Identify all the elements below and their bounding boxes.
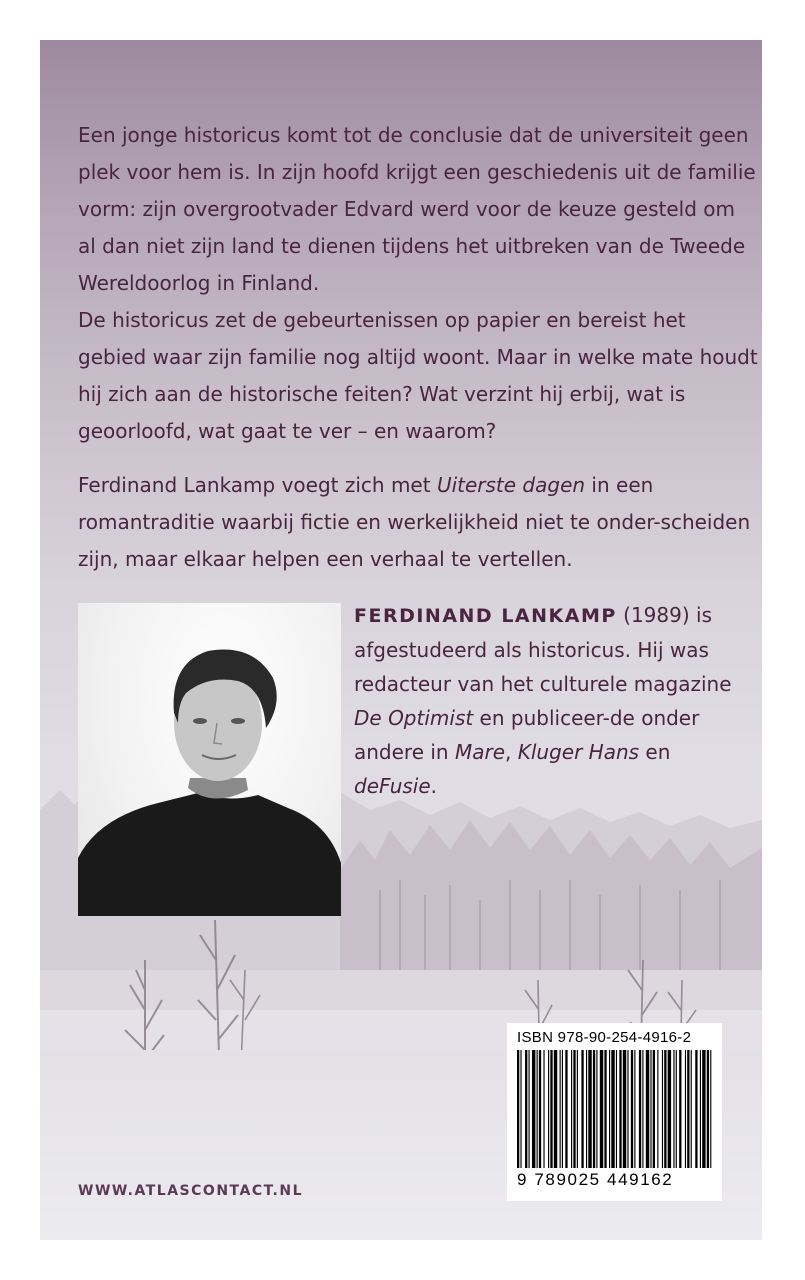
barcode-bar: [581, 1050, 583, 1168]
bio-separator-1: ,: [505, 740, 518, 764]
barcode-bar: [642, 1050, 643, 1168]
bio-text-2: en publiceer-de onder andere in: [354, 706, 700, 764]
barcode-bar: [676, 1050, 677, 1168]
barcode-bar: [673, 1050, 674, 1168]
author-portrait-illustration: [78, 603, 341, 916]
barcode-bar: [609, 1050, 610, 1168]
barcode-bar: [695, 1050, 697, 1168]
blurb-paragraph-1: [78, 117, 758, 450]
barcode-bar: [532, 1050, 535, 1168]
barcode-bar: [634, 1050, 635, 1168]
barcode-bar: [543, 1050, 544, 1168]
barcode-bar: [537, 1050, 538, 1168]
isbn-barcode: [507, 1023, 722, 1201]
bio-separator-2: en: [639, 740, 671, 764]
barcode-bar: [548, 1050, 549, 1168]
barcode-bar: [539, 1050, 541, 1168]
barcode-bar: [627, 1050, 628, 1168]
barcode-bar: [685, 1050, 686, 1168]
barcode-bar: [664, 1050, 666, 1168]
barcode-bar: [577, 1050, 578, 1168]
barcode-bar: [600, 1050, 603, 1168]
barcode-bar: [653, 1050, 655, 1168]
barcode-bar: [631, 1050, 633, 1168]
barcode-bar: [565, 1050, 567, 1168]
barcode-bar: [619, 1050, 621, 1168]
barcode-bar: [604, 1050, 606, 1168]
barcode-bar: [707, 1050, 709, 1168]
blurb-text-1b: De historicus zet de gebeurtenissen op papier en bereist het gebied waar zijn familie nog altijd woont. Maar in welke mate houdt hij zich aan de historische feiten? Wat verzint hij erbij, wat is geoorloofd, wat gaat te ver – en waarom?: [78, 308, 758, 443]
barcode-bar: [662, 1050, 663, 1168]
author-name: FERDINAND LANKAMP: [354, 605, 617, 627]
barcode-bar: [529, 1050, 530, 1168]
author-photo: [78, 603, 341, 916]
barcode-bar: [586, 1050, 587, 1168]
barcode-bar: [573, 1050, 575, 1168]
ean-digits: 9 789025 449162: [517, 1170, 674, 1189]
barcode-bar: [623, 1050, 626, 1168]
barcode-bar: [611, 1050, 614, 1168]
barcode-bar: [554, 1050, 557, 1168]
author-birth-year: (1989): [616, 603, 690, 627]
barcode-bar: [687, 1050, 689, 1168]
barcode-bar: [571, 1050, 572, 1168]
barcode-bar: [639, 1050, 641, 1168]
barcode-bar: [550, 1050, 552, 1168]
blurb-text-2-start: Ferdinand Lankamp voegt zich met: [78, 473, 437, 497]
barcode-bar: [710, 1050, 711, 1168]
author-bio: [354, 598, 754, 803]
barcode-bar: [517, 1050, 519, 1168]
barcode-bar: [679, 1050, 681, 1168]
isbn-label: ISBN 978-90-254-4916-2: [517, 1029, 692, 1046]
bio-end: .: [430, 774, 438, 798]
publication-defusie: deFusie: [354, 774, 431, 798]
blurb-text-1a: Een jonge historicus komt tot de conclusie dat de universiteit geen plek voor hem is. In zijn hoofd krijgt een geschiedenis uit de familie vorm: zijn overgrootvader Edvard werd voor de keuze gesteld om al dan niet zijn land te dienen tijdens het uitbreken van de Tweede Wereldoorlog in Finland.: [78, 123, 756, 295]
barcode-bar: [562, 1050, 563, 1168]
barcode-bar: [520, 1050, 521, 1168]
barcode-bar: [650, 1050, 651, 1168]
barcode-bar: [646, 1050, 649, 1168]
bio-text-1: is afgestudeerd als historicus. Hij was redacteur van het culturele magazine: [354, 603, 732, 696]
barcode-bar: [657, 1050, 658, 1168]
publication-kluger-hans: Kluger Hans: [517, 740, 640, 764]
blurb-paragraph-2: [78, 467, 758, 578]
book-title: Uiterste dagen: [436, 473, 586, 497]
barcode-bar: [616, 1050, 617, 1168]
publication-mare: Mare: [454, 740, 506, 764]
barcode-bar: [560, 1050, 561, 1168]
barcode-bar: [702, 1050, 705, 1168]
magazine-name: De Optimist: [354, 706, 474, 730]
barcode-bar: [596, 1050, 597, 1168]
barcode-bar: [668, 1050, 671, 1168]
book-back-cover: [40, 40, 762, 1240]
barcode-bar: [700, 1050, 701, 1168]
barcode-bar: [593, 1050, 595, 1168]
barcode-bar: [691, 1050, 692, 1168]
blurb-text-2-end: in een romantraditie waarbij fictie en werkelijkheid niet te onder-scheiden zijn, maar elkaar helpen een verhaal te vertellen.: [78, 473, 751, 571]
barcode-bar: [525, 1050, 527, 1168]
barcode-bar: [588, 1050, 591, 1168]
publisher-website: WWW.ATLASCONTACT.NL: [78, 1183, 303, 1199]
barcode-bars: [517, 1050, 713, 1168]
